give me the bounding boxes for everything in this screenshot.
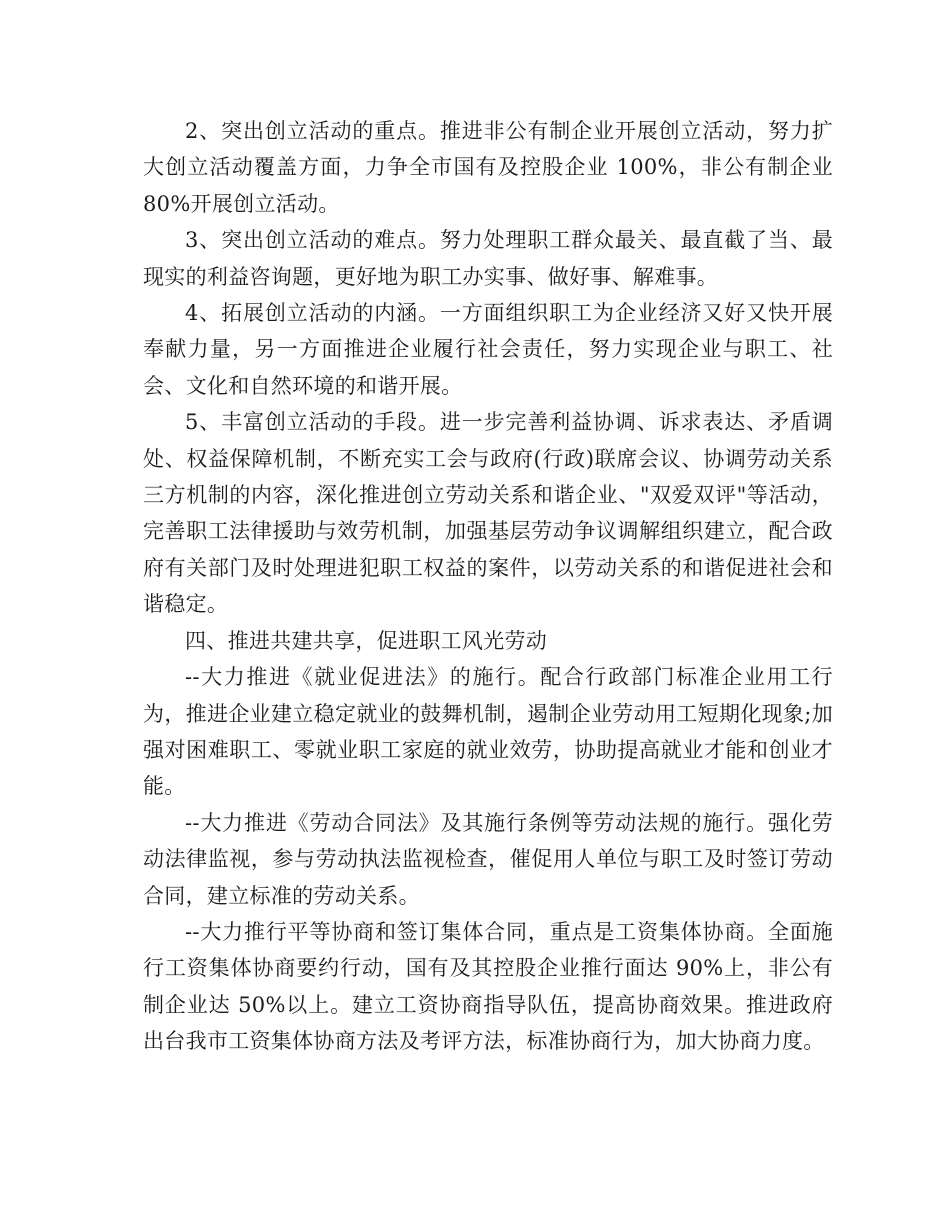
paragraph-employment-law: --大力推进《就业促进法》的施行。配合行政部门标准企业用工行为，推进企业建立稳定就业的鼓舞机制，遏制企业劳动用工短期化现象;加强对困难职工、零就业职工家庭的就业效劳，协助提高就业才能和创业才能。 [143, 665, 833, 799]
paragraph-item-5: 5、丰富创立活动的手段。进一步完善利益协调、诉求表达、矛盾调处、权益保障机制，不断充实工会与政府(行政)联席会议、协调劳动关系三方机制的内容，深化推进创立劳动关系和谐企业、"双爱双评"等活动，完善职工法律援助与效劳机制，加强基层劳动争议调解组织建立，配合政府有关部门及时处理进犯职工权益的案件，以劳动关系的和谐促进社会和谐稳定。 [143, 410, 833, 617]
paragraph-item-2: 2、突出创立活动的重点。推进非公有制企业开展创立活动，努力扩大创立活动覆盖方面，力争全市国有及控股企业 100%，非公有制企业 80%开展创立活动。 [143, 119, 833, 216]
paragraph-item-4: 4、拓展创立活动的内涵。一方面组织职工为企业经济又好又快开展奉献力量，另一方面推进企业履行社会责任，努力实现企业与职工、社会、文化和自然环境的和谐开展。 [143, 301, 833, 398]
paragraph-collective-bargaining: --大力推行平等协商和签订集体合同，重点是工资集体协商。全面施行工资集体协商要约行动，国有及其控股企业推行面达 90%上，非公有制企业达 50%以上。建立工资协商指导队伍，提高协商效果。推进政府出台我市工资集体协商方法及考评方法，标准协商行为，加大协商力度。 [143, 919, 833, 1054]
paragraph-item-3: 3、突出创立活动的难点。努力处理职工群众最关、最直截了当、最现实的利益咨询题，更好地为职工办实事、做好事、解难事。 [143, 228, 833, 289]
paragraph-labor-contract-law: --大力推进《劳动合同法》及其施行条例等劳动法规的施行。强化劳动法律监视，参与劳动执法监视检查，催促用人单位与职工及时签订劳动合同，建立标准的劳动关系。 [143, 810, 833, 908]
document-page [143, 113, 833, 1060]
section-heading-4: 四、推进共建共享，促进职工风光劳动 [185, 628, 548, 653]
